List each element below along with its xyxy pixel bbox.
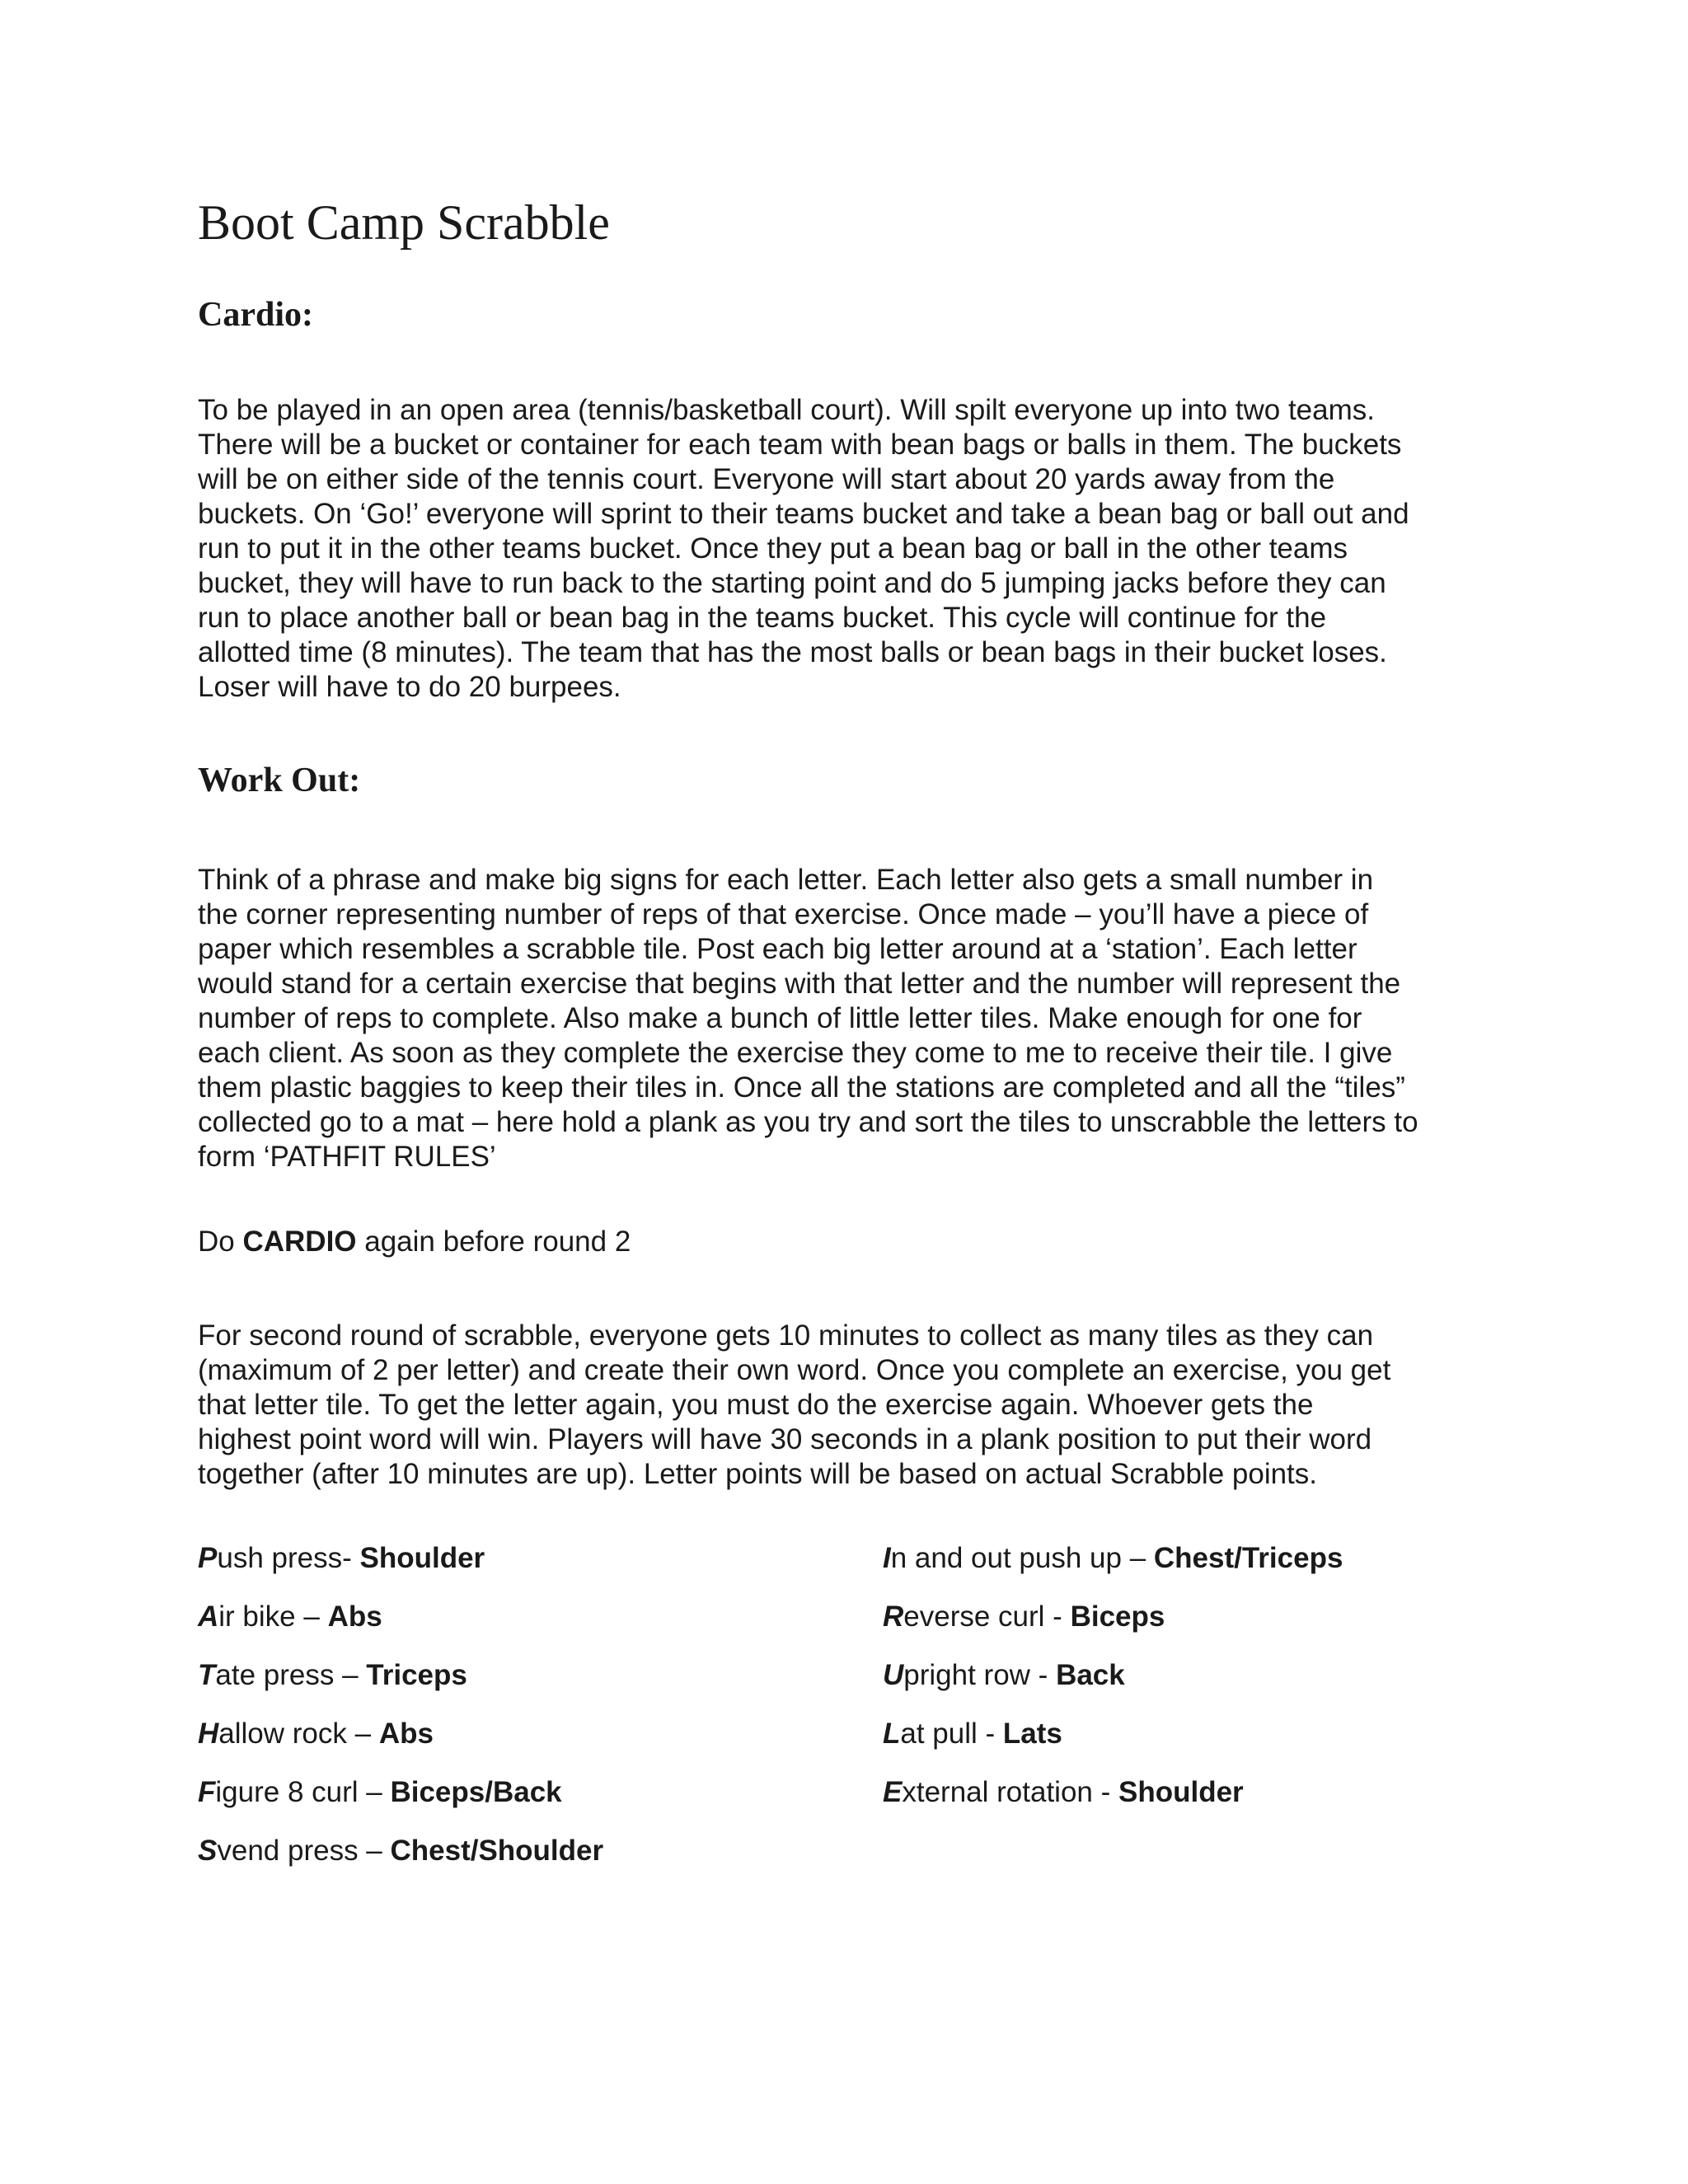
text-line: form ‘PATHFIT RULES’ (198, 1141, 496, 1173)
text-line: would stand for a certain exercise that begins with that letter and the number will represent the (198, 968, 1401, 1000)
exercise-name: ir bike – (218, 1601, 328, 1633)
text-line (198, 1225, 1517, 1259)
text-line: run to put it in the other teams bucket. Once they put a bean bag or ball in the other teams (198, 532, 1348, 565)
workout-paragraph (198, 863, 1517, 1174)
exercise-muscle: Triceps (366, 1659, 467, 1691)
exercise-name: pright row - (903, 1659, 1057, 1691)
text-line: collected go to a mat – here hold a plank as you try and sort the tiles to unscrabble the letters to (198, 1106, 1418, 1138)
text-line: To be played in an open area (tennis/basketball court). Will spilt everyone up into two teams. (198, 394, 1375, 426)
text-line: together (after 10 minutes are up). Letter points will be based on actual Scrabble points. (198, 1458, 1318, 1490)
text-line: that letter tile. To get the letter again, you must do the exercise again. Whoever gets the (198, 1389, 1314, 1421)
text-line: Think of a phrase and make big signs for each letter. Each letter also gets a small number in (198, 864, 1374, 896)
text-line: run to place another ball or bean bag in the teams bucket. This cycle will continue for the (198, 602, 1327, 634)
exercise-item (883, 1541, 1343, 1576)
workout-heading: Work Out: (198, 762, 361, 799)
text-line: bucket, they will have to run back to the starting point and do 5 jumping jacks before they can (198, 567, 1386, 599)
text-line: paper which resembles a scrabble tile. Post each big letter around at a ‘station’. Each letter (198, 933, 1357, 965)
exercise-name: at pull - (900, 1718, 1003, 1750)
exercise-item (198, 1541, 485, 1576)
text-line: them plastic baggies to keep their tiles in. Once all the stations are completed and all the “tiles” (198, 1071, 1405, 1104)
text-line: Loser will have to do 20 burpees. (198, 671, 621, 703)
exercise-item (198, 1717, 434, 1751)
exercise-name: igure 8 curl – (215, 1776, 391, 1808)
exercise-item (198, 1834, 603, 1868)
exercise-muscle: Chest/Triceps (1153, 1542, 1343, 1574)
round2-paragraph (198, 1319, 1517, 1492)
exercise-name: ush press- (217, 1542, 360, 1574)
document-title: Boot Camp Scrabble (198, 195, 610, 250)
exercise-item (883, 1658, 1125, 1693)
cardio-again-bold: CARDIO (242, 1226, 357, 1258)
cardio-again-line (198, 1225, 1517, 1259)
exercise-muscle: Shoulder (1118, 1776, 1244, 1808)
text-line: the corner representing number of reps of that exercise. Once made – you’ll have a piece of (198, 898, 1369, 930)
cardio-again-prefix: Do (198, 1226, 243, 1258)
exercise-item (883, 1717, 1062, 1751)
text-line: buckets. On ‘Go!’ everyone will sprint to their teams bucket and take a bean bag or ball out and (198, 498, 1409, 530)
text-line: each client. As soon as they complete the exercise they come to me to receive their tile. I give (198, 1037, 1393, 1069)
exercise-letter: T (198, 1659, 216, 1691)
exercise-name: everse curl - (903, 1601, 1071, 1633)
text-line: number of reps to complete. Also make a bunch of little letter tiles. Make enough for one for (198, 1002, 1362, 1034)
exercise-muscle: Shoulder (359, 1542, 485, 1574)
exercise-muscle: Biceps/Back (390, 1776, 562, 1808)
exercise-muscle: Biceps (1070, 1601, 1165, 1633)
exercise-letter: U (883, 1659, 904, 1691)
exercise-letter: E (883, 1776, 903, 1808)
exercise-item (198, 1658, 467, 1693)
exercise-letter: P (198, 1542, 218, 1574)
exercise-letter: L (883, 1718, 901, 1750)
exercise-muscle: Chest/Shoulder (390, 1835, 604, 1867)
text-line: allotted time (8 minutes). The team that has the most balls or bean bags in their bucket loses. (198, 636, 1387, 668)
exercise-muscle: Abs (378, 1718, 434, 1750)
exercise-letter: I (883, 1542, 891, 1574)
cardio-paragraph (198, 393, 1517, 705)
exercise-name: xternal rotation - (902, 1776, 1118, 1808)
cardio-heading: Cardio: (198, 296, 313, 334)
exercise-name: n and out push up – (890, 1542, 1154, 1574)
exercise-muscle: Abs (327, 1601, 382, 1633)
cardio-again-suffix: again before round 2 (356, 1226, 631, 1258)
exercise-letter: A (198, 1601, 219, 1633)
text-line: (maximum of 2 per letter) and create their own word. Once you complete an exercise, you get (198, 1354, 1391, 1386)
exercise-muscle: Lats (1002, 1718, 1062, 1750)
text-line: will be on either side of the tennis court. Everyone will start about 20 yards away from the (198, 463, 1335, 495)
exercise-name: vend press – (217, 1835, 391, 1867)
exercise-name: allow rock – (218, 1718, 379, 1750)
text-line: There will be a bucket or container for each team with bean bags or balls in them. The buckets (198, 429, 1402, 461)
exercise-muscle: Back (1056, 1659, 1125, 1691)
exercise-letter: H (198, 1718, 219, 1750)
text-line: highest point word will win. Players will have 30 seconds in a plank position to put their word (198, 1423, 1372, 1455)
exercise-letter: S (198, 1835, 218, 1867)
exercise-item (883, 1775, 1244, 1810)
exercise-letter: R (883, 1601, 904, 1633)
exercise-item (198, 1600, 382, 1634)
exercise-name: ate press – (215, 1659, 367, 1691)
exercise-item (198, 1775, 562, 1810)
exercise-letter: F (198, 1776, 216, 1808)
exercise-item (883, 1600, 1165, 1634)
text-line: For second round of scrabble, everyone gets 10 minutes to collect as many tiles as they can (198, 1319, 1374, 1352)
